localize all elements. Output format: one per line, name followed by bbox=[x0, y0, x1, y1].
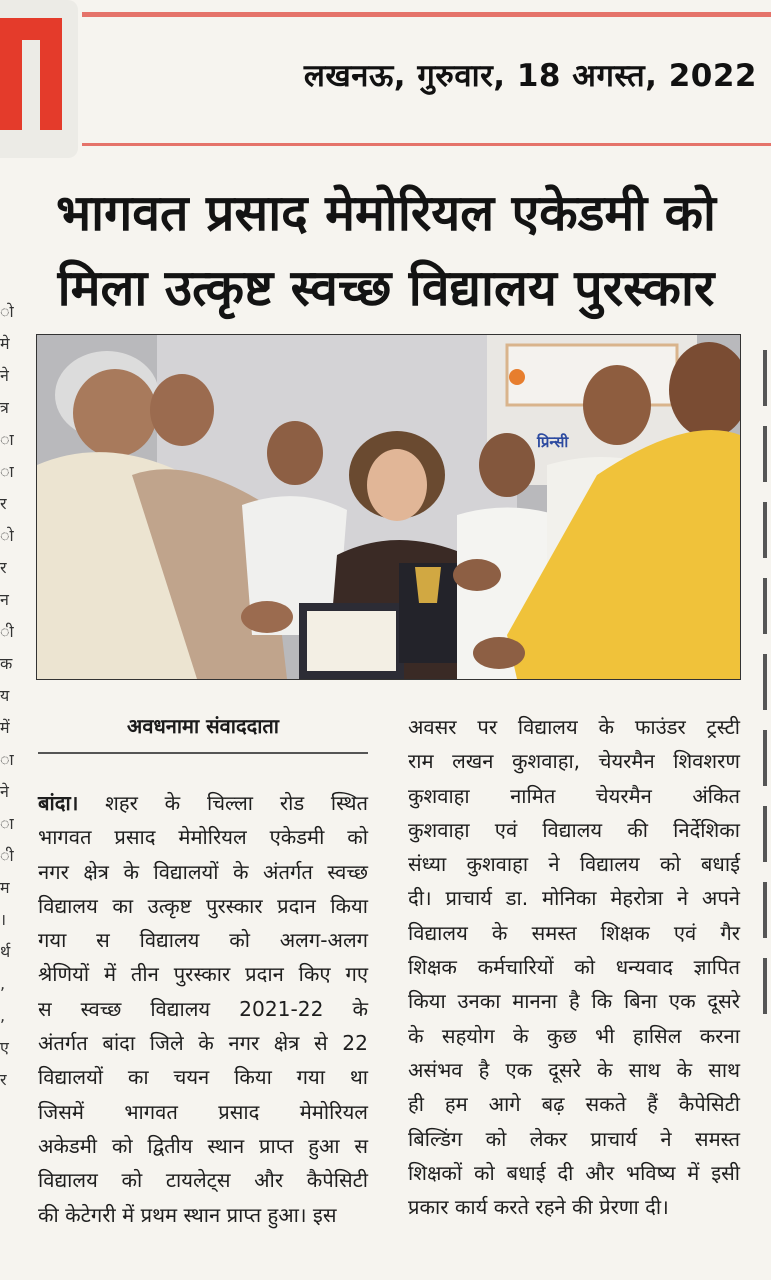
article-line: नगर क्षेत्र के विद्यालयों के अंतर्गत स्वच्छ bbox=[38, 859, 368, 884]
headline-line-1: भागवत प्रसाद मेमोरियल एकेडमी को bbox=[56, 184, 716, 242]
adjacent-column-glyph: र bbox=[0, 1070, 7, 1089]
svg-text:प्रिन्सी: प्रिन्सी bbox=[537, 433, 569, 451]
masthead-top-rule bbox=[82, 12, 771, 17]
article-line: श्रेणियों में तीन पुरस्कार प्रदान किए गए bbox=[38, 962, 368, 987]
newspaper-logo bbox=[0, 0, 78, 158]
article-line: दी। प्राचार्य डा. मोनिका मेहरोत्रा ने अपने bbox=[408, 886, 740, 911]
adjacent-column-glyph: र्थ bbox=[0, 942, 11, 961]
article-line: जिसमें भागवत प्रसाद मेमोरियल bbox=[38, 1099, 368, 1124]
article-line: शिक्षकों को बधाई दी और भविष्य में इसी bbox=[408, 1160, 740, 1185]
article-line: विद्यालय को टायलेट्स और कैपेसिटी bbox=[38, 1168, 368, 1193]
article-line: प्रकार कार्य करते रहने की प्रेरणा दी। bbox=[408, 1195, 669, 1220]
article-line: विद्यालयों का चयन किया गया था bbox=[38, 1065, 368, 1090]
adjacent-column-glyph: र bbox=[0, 494, 7, 513]
article-column-1 bbox=[38, 786, 368, 1232]
article-line: की केटेगरी में प्रथम स्थान प्राप्त हुआ। इस bbox=[38, 1202, 337, 1227]
adjacent-column-right-clipped bbox=[763, 330, 771, 1014]
adjacent-column-glyph: ो bbox=[0, 302, 14, 321]
adjacent-column-glyph: मे bbox=[0, 334, 10, 353]
adjacent-column-glyph: ा bbox=[0, 462, 14, 481]
byline-rule bbox=[38, 752, 368, 754]
article-line: विद्यालय का उत्कृष्ट पुरस्कार प्रदान किया bbox=[38, 893, 368, 918]
adjacent-column-glyph: ए bbox=[0, 1038, 9, 1057]
article-line: अकेडमी को द्वितीय स्थान प्राप्त हुआ स bbox=[38, 1133, 368, 1158]
adjacent-column-glyph: न bbox=[0, 590, 9, 609]
article-line: बिल्डिंग को लेकर प्राचार्य ने समस्त bbox=[408, 1126, 740, 1151]
article-line: संध्या कुशवाहा ने विद्यालय को बधाई bbox=[408, 852, 740, 877]
article-line: के सहयोग के कुछ भी हासिल करना bbox=[408, 1023, 740, 1048]
adjacent-column-glyph: क bbox=[0, 654, 13, 673]
adjacent-column-glyph: ने bbox=[0, 366, 9, 385]
article-line: भागवत प्रसाद मेमोरियल एकेडमी को bbox=[38, 825, 368, 850]
adjacent-column-glyph: र bbox=[0, 558, 7, 577]
dateline: लखनऊ, गुरुवार, 18 अगस्त, 2022 bbox=[303, 58, 757, 94]
adjacent-column-glyph: य bbox=[0, 686, 10, 705]
article-line: राम लखन कुशवाहा, चेयरमैन शिवशरण bbox=[408, 749, 740, 774]
article-line: शिक्षक कर्मचारियों को धन्यवाद ज्ञापित bbox=[408, 955, 740, 980]
adjacent-column-glyph: ने bbox=[0, 782, 9, 801]
adjacent-column-glyph: में bbox=[0, 718, 10, 737]
article-line: बांदा। शहर के चिल्ला रोड स्थित bbox=[38, 791, 368, 815]
article-line: गया स विद्यालय को अलग-अलग bbox=[38, 928, 368, 953]
article-line: ही हम आगे बढ़ सकते हैं कैपेसिटी bbox=[408, 1092, 740, 1117]
adjacent-column-glyph: । bbox=[0, 910, 7, 929]
masthead-bottom-rule bbox=[82, 143, 771, 146]
article-line: स स्वच्छ विद्यालय 2021-22 के bbox=[38, 996, 368, 1021]
adjacent-column-glyph: ा bbox=[0, 750, 14, 769]
adjacent-column-glyph: ो bbox=[0, 526, 14, 545]
adjacent-column-glyph: म bbox=[0, 878, 10, 897]
adjacent-column-clipped bbox=[0, 296, 14, 1096]
byline: अवधनामा संवाददाता bbox=[127, 714, 279, 738]
article-column-2 bbox=[408, 710, 740, 1224]
article-line: विद्यालय के समस्त शिक्षक एवं गैर bbox=[408, 920, 740, 945]
adjacent-column-glyph: ा bbox=[0, 430, 14, 449]
dateline-place: बांदा। bbox=[38, 791, 79, 815]
adjacent-column-glyph: ा bbox=[0, 814, 14, 833]
adjacent-column-glyph: , bbox=[0, 974, 6, 993]
headline-line-2: मिला उत्कृष्ट स्वच्छ विद्यालय पुरस्कार bbox=[57, 259, 715, 317]
award-ceremony-photo bbox=[36, 334, 741, 680]
adjacent-column-glyph: ी bbox=[0, 622, 14, 641]
adjacent-column-glyph: ी bbox=[0, 846, 14, 865]
adjacent-column-glyph: त्र bbox=[0, 398, 9, 417]
article-line: असंभव है एक दूसरे के साथ के साथ bbox=[408, 1057, 740, 1082]
article-line: अवसर पर विद्यालय के फाउंडर ट्रस्टी bbox=[408, 715, 740, 739]
adjacent-column-glyph: , bbox=[0, 1006, 6, 1025]
article-line: कुशवाहा नामित चेयरमैन अंकित bbox=[408, 783, 740, 808]
article-line: किया उनका मानना है कि बिना एक दूसरे bbox=[408, 989, 740, 1014]
article-line: कुशवाहा एवं विद्यालय की निर्देशिका bbox=[408, 817, 740, 842]
article-line: अंतर्गत बांदा जिले के नगर क्षेत्र से 22 bbox=[38, 1031, 368, 1056]
